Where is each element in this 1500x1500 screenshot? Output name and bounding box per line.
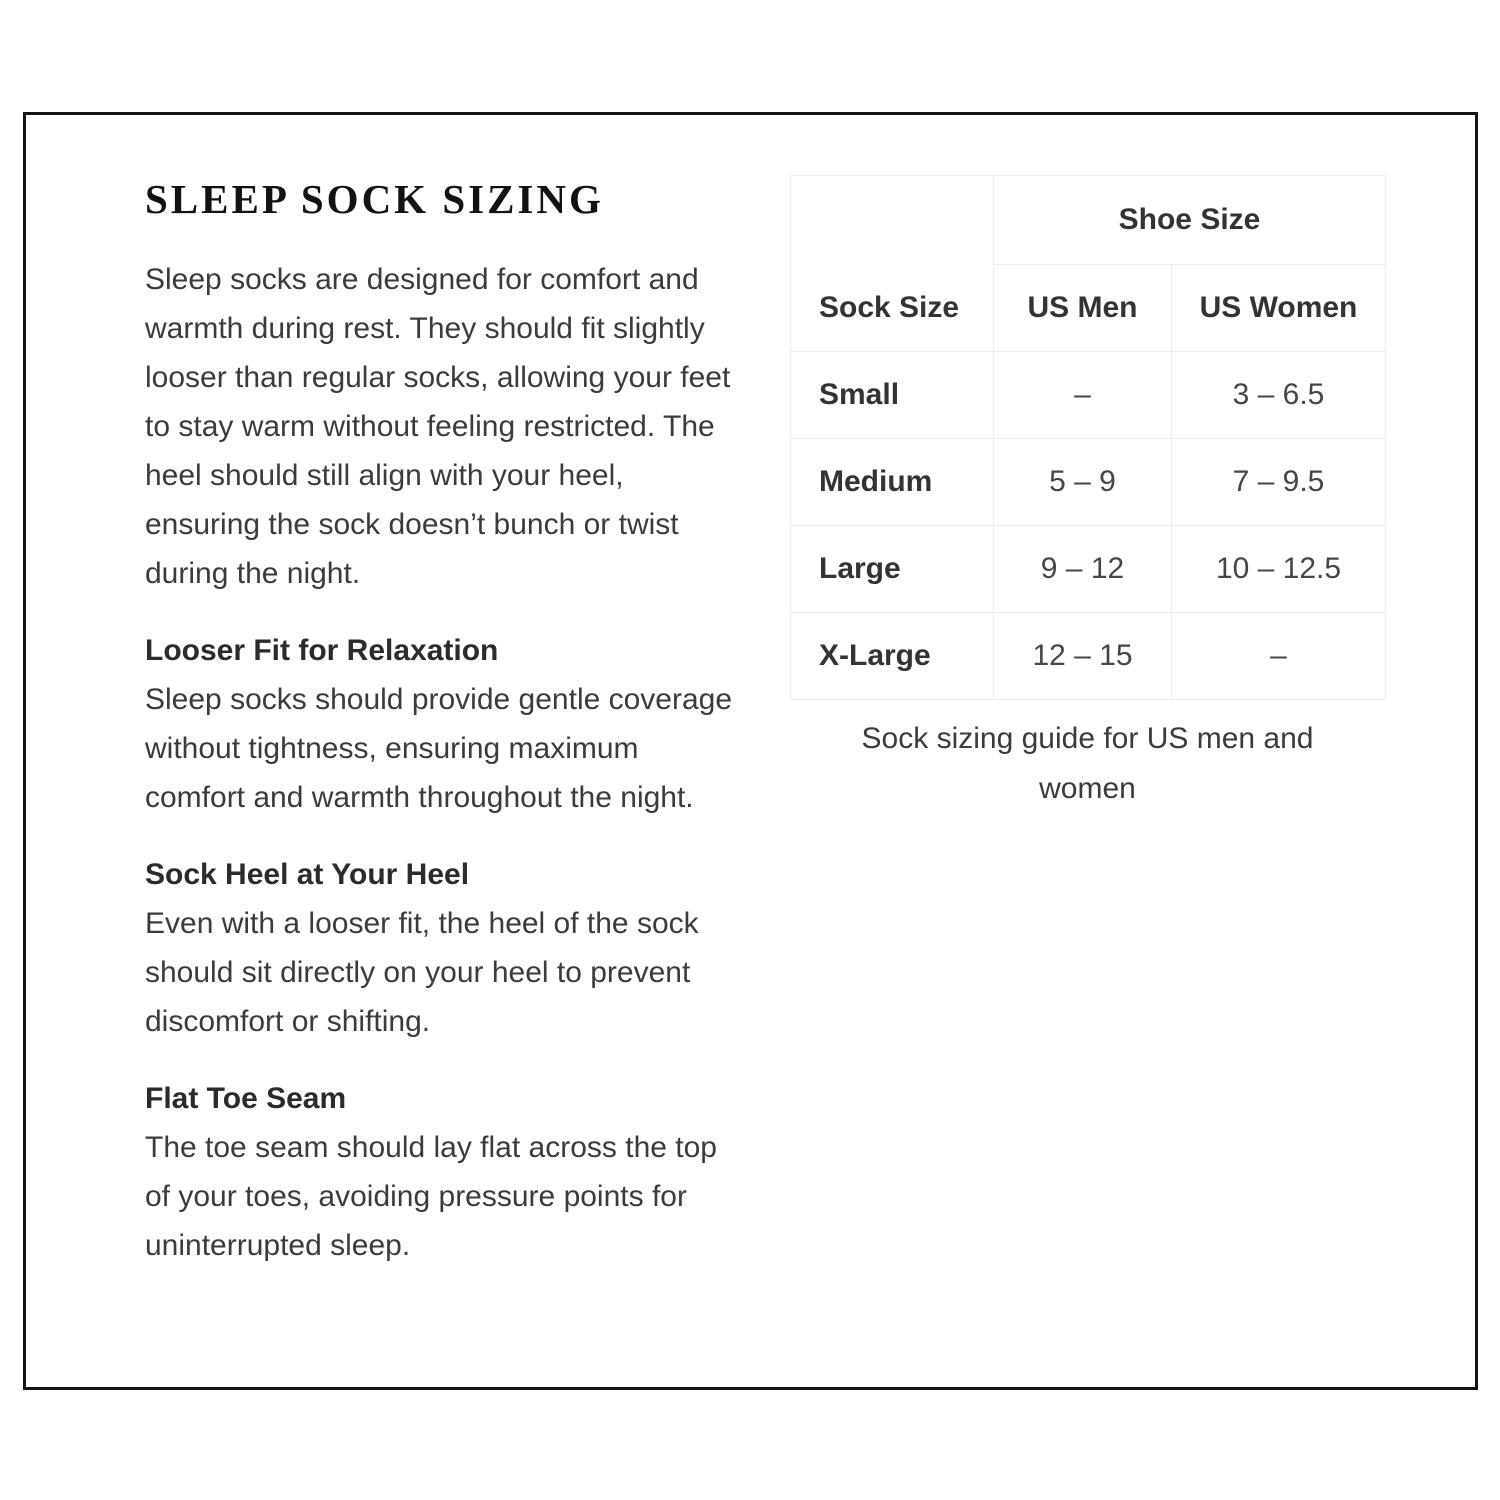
value-us-women: 3 – 6.5: [1172, 351, 1386, 438]
content-area: [26, 115, 1475, 1270]
section-body: Even with a looser fit, the heel of the sock should sit directly on your heel to prevent discomfort or shifting.: [145, 907, 699, 1039]
value-us-men: 5 – 9: [994, 438, 1172, 525]
value-us-women: –: [1172, 612, 1386, 699]
section-heading: Flat Toe Seam: [145, 1082, 347, 1116]
table-row: [791, 351, 1386, 438]
table-row: [791, 438, 1386, 525]
col-header-us-men: US Men: [994, 265, 1172, 352]
group-header-shoe-size: Shoe Size: [994, 176, 1386, 265]
row-label-small: Small: [791, 351, 994, 438]
value-us-men: 9 – 12: [994, 525, 1172, 612]
section-sock-heel: [145, 850, 737, 1046]
row-label-x-large: X-Large: [791, 612, 994, 699]
section-heading: Sock Heel at Your Heel: [145, 858, 470, 892]
table-row: [791, 525, 1386, 612]
section-flat-toe-seam: [145, 1074, 737, 1270]
sock-sizing-table: [790, 175, 1386, 700]
section-body: Sleep socks should provide gentle coverage without tightness, ensuring maximum comfort and warmth throughout the night.: [145, 683, 733, 815]
table-row: [791, 612, 1386, 699]
section-looser-fit: [145, 626, 737, 822]
value-us-men: –: [994, 351, 1172, 438]
row-label-large: Large: [791, 525, 994, 612]
table-row-group-header: [791, 176, 1386, 265]
value-us-women: 10 – 12.5: [1172, 525, 1386, 612]
value-us-men: 12 – 15: [994, 612, 1172, 699]
section-body: The toe seam should lay flat across the top of your toes, avoiding pressure points for uninterrupted sleep.: [145, 1131, 717, 1263]
intro-paragraph: Sleep socks are designed for comfort and warmth during rest. They should fit slightly looser than regular socks, allowing your feet to stay warm without feeling restricted. The heel should still align with your heel, ensuring the sock doesn’t bunch or twist during the night.: [145, 263, 731, 591]
corner-cell: [791, 176, 994, 265]
table-row-col-headers: [791, 265, 1386, 352]
col-header-us-women: US Women: [1172, 265, 1386, 352]
table-caption: Sock sizing guide for US men and women: [861, 721, 1314, 805]
section-heading: Looser Fit for Relaxation: [145, 634, 499, 668]
page-title: SLEEP SOCK SIZING: [145, 176, 604, 222]
row-label-medium: Medium: [791, 438, 994, 525]
document-frame: [23, 112, 1478, 1390]
text-column: [145, 175, 737, 1270]
value-us-women: 7 – 9.5: [1172, 438, 1386, 525]
table-column: [790, 175, 1385, 814]
col-header-sock-size: Sock Size: [791, 265, 994, 352]
